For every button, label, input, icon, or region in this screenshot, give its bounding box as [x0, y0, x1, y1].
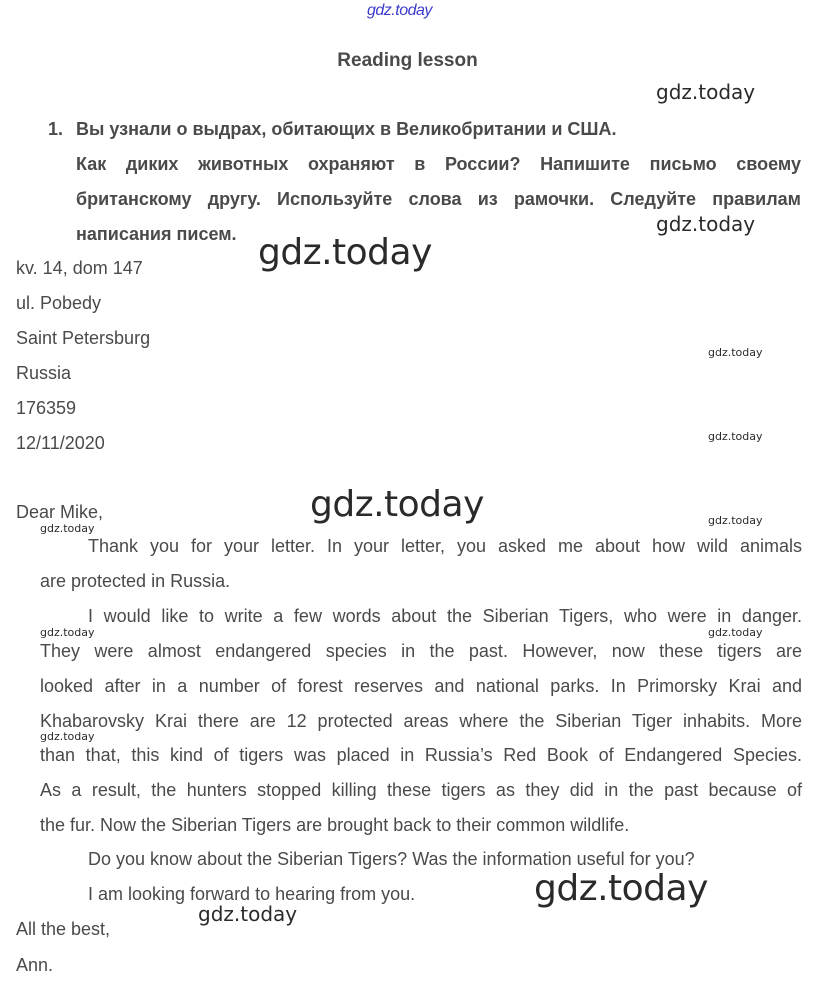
letter-line: Do you know about the Siberian Tigers? Was the information useful for you?	[88, 849, 695, 869]
address-line: 176359	[16, 398, 77, 418]
letter-line: As a result, the hunters stopped killing these tigers as they did in the past because of	[40, 780, 802, 800]
watermark: gdz.today	[40, 730, 95, 743]
site-stamp: gdz.today	[367, 2, 432, 19]
letter-line: Khabarovsky Krai there are 12 protected areas where the Siberian Tiger inhabits. More	[40, 711, 802, 731]
watermark: gdz.today	[708, 514, 763, 527]
address-line: kv. 14, dom 147	[16, 258, 143, 278]
task-line: написания писем.	[76, 224, 237, 244]
watermark: gdz.today	[656, 212, 756, 236]
letter-date: 12/11/2020	[16, 433, 105, 453]
address-line: Russia	[16, 363, 72, 383]
watermark: gdz.today	[310, 484, 484, 525]
watermark: gdz.today	[40, 522, 95, 535]
letter-closing: All the best,	[16, 919, 111, 939]
letter-line: than that, this kind of tigers was placed in Russia’s Red Book of Endangered Species.	[40, 745, 802, 765]
letter-signature: Ann.	[16, 955, 54, 975]
watermark: gdz.today	[708, 346, 763, 359]
letter-greeting: Dear Mike,	[16, 502, 104, 522]
task-line: Как диких животных охраняют в России? Напишите письмо своему	[76, 154, 801, 174]
page-title: Reading lesson	[337, 50, 478, 71]
task-number: 1.	[48, 119, 64, 139]
address-line: ul. Pobedy	[16, 293, 102, 313]
task-line: Вы узнали о выдрах, обитающих в Великобритании и США.	[76, 119, 617, 139]
letter-line: the fur. Now the Siberian Tigers are brought back to their common wildlife.	[40, 815, 630, 835]
letter-line: are protected in Russia.	[40, 571, 231, 591]
address-line: Saint Petersburg	[16, 328, 151, 348]
watermark: gdz.today	[656, 80, 756, 104]
watermark: gdz.today	[534, 868, 708, 909]
watermark: gdz.today	[40, 626, 95, 639]
watermark: gdz.today	[258, 232, 432, 273]
letter-line: looked after in a number of forest reserves and national parks. In Primorsky Krai and	[40, 676, 802, 696]
letter-line: I would like to write a few words about the Siberian Tigers, who were in danger.	[88, 606, 802, 626]
watermark: gdz.today	[708, 626, 763, 639]
letter-line: I am looking forward to hearing from you.	[88, 884, 416, 904]
watermark: gdz.today	[708, 430, 763, 443]
watermark: gdz.today	[198, 902, 298, 926]
task-line: британскому другу. Используйте слова из рамочки. Следуйте правилам	[76, 189, 801, 209]
letter-line: They were almost endangered species in the past. However, now these tigers are	[40, 641, 802, 661]
letter-line: Thank you for your letter. In your letter, you asked me about how wild animals	[88, 536, 802, 556]
